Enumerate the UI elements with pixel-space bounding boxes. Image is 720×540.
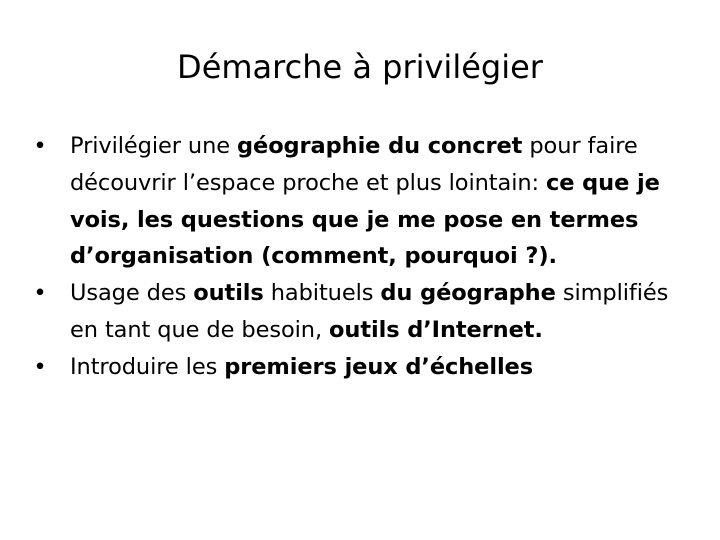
bullet-item-3 [30, 349, 700, 386]
bullet-2-emphasis-2: du géographe [380, 280, 556, 307]
bullet-dot-icon: • [33, 280, 47, 307]
bullet-1-text-1: Privilégier une [70, 133, 238, 159]
bullet-list [30, 128, 700, 386]
bullet-1-emphasis-1: géographie du concret [237, 133, 523, 159]
slide-title: Démarche à privilégier [177, 48, 543, 86]
bullet-3-emphasis-1: premiers jeux d’échelles [224, 353, 534, 380]
bullet-3-text-1: Introduire les [70, 353, 225, 380]
bullet-item-2 [30, 275, 700, 349]
bullet-2-emphasis-3: outils d’Internet. [329, 316, 543, 343]
bullet-2-text-2: habituels [263, 280, 381, 307]
bullet-2-text-1: Usage des [70, 280, 194, 307]
bullet-1-emphasis-2: ce que je vois, les questions que je me pose en termes d’organisation (comment, pourquoi ?). [70, 169, 660, 270]
bullet-dot-icon: • [33, 353, 47, 380]
bullet-item-1 [30, 128, 700, 275]
bullet-2-text-3: simplifiés en tant que de besoin, [70, 280, 669, 343]
bullet-1-text-2: pour faire découvrir l’espace proche et plus lointain: [70, 133, 638, 196]
bullet-dot-icon: • [33, 133, 47, 159]
bullet-2-emphasis-1: outils [193, 280, 264, 307]
